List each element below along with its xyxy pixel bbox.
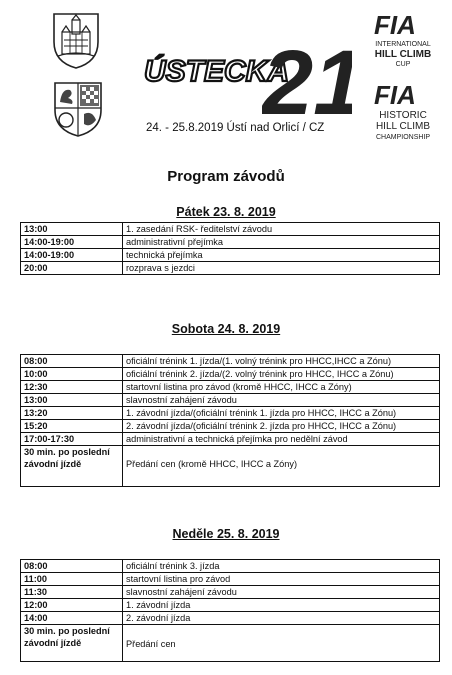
event-dates-location: 24. - 25.8.2019 Ústí nad Orlicí / CZ [146,122,325,134]
day-heading-sunday [0,527,452,541]
table-row [21,368,440,381]
event-cell: 1. závodní jízda/(oficiální trénink 1. jízda pro HHCC, IHCC a Zónu) [123,407,440,420]
time-cell: 13:00 [21,394,123,407]
event-cell: slavnostní zahájení závodu [123,586,440,599]
time-cell-line-2: závodní jízdě [24,638,82,648]
table-row [21,586,440,599]
fia-bottom-line-2: HILL CLIMB [375,121,431,132]
event-logo-number [262,28,352,124]
time-cell: 11:00 [21,573,123,586]
event-logo-text: ÚSTECKÁ [144,55,290,88]
table-row [21,446,440,487]
time-cell: 14:00-19:00 [21,236,123,249]
event-cell: 1. závodní jízda [123,599,440,612]
table-row [21,262,440,275]
event-cell [123,446,440,487]
time-cell: 10:00 [21,368,123,381]
fia-badge-text-2: FIA [374,80,416,110]
fia-top-line-2: HILL CLIMB [374,49,432,60]
event-cell: 2. závodní jízda/(oficiální trénink 2. jízda pro HHCC, IHCC a Zónu) [123,420,440,433]
schedule-table-sunday [20,559,440,662]
day-heading-saturday [0,322,452,336]
fia-top-line-3: CUP [395,61,411,68]
event-cell: startovní listina pro závod [123,573,440,586]
event-cell: slavnostní zahájení závodu [123,394,440,407]
time-cell: 14:00 [21,612,123,625]
table-row [21,394,440,407]
event-cell: administrativní a technická přejímka pro nedělní závod [123,433,440,446]
table-row [21,249,440,262]
day-heading-friday [0,205,452,219]
table-row [21,236,440,249]
table-row [21,355,440,368]
event-cell: oficiální trénink 3. jízda [123,560,440,573]
time-cell: 12:30 [21,381,123,394]
time-cell: 11:30 [21,586,123,599]
table-row [21,223,440,236]
time-cell: 14:00-19:00 [21,249,123,262]
town-crest-logo [50,10,102,70]
time-cell-line-1: 30 min. po poslední [24,626,110,636]
time-cell: 08:00 [21,560,123,573]
table-row [21,599,440,612]
fia-bottom-line-1: HISTORIC [379,110,427,121]
table-row [21,560,440,573]
day-heading-saturday-text: Sobota 24. 8. 2019 [171,322,281,336]
event-cell: oficiální trénink 2. jízda/(2. volný trénink pro HHCC, IHCC a Zónu) [123,368,440,381]
event-cell: 1. zasedání RSK- ředitelství závodu [123,223,440,236]
table-row [21,625,440,662]
time-cell-line-2: závodní jízdě [24,459,82,469]
time-cell: 13:00 [21,223,123,236]
schedule-table-saturday [20,354,440,487]
fia-badge-text: FIA [374,10,416,40]
day-heading-sunday-text: Neděle 25. 8. 2019 [172,527,280,541]
fia-ihcc-logo [370,8,436,74]
table-row [21,612,440,625]
time-cell: 13:20 [21,407,123,420]
event-cell: rozprava s jezdci [123,262,440,275]
event-logo-number-text: 2 [262,32,314,124]
table-row [21,381,440,394]
event-cell [123,625,440,662]
event-cell-text: Předání cen (kromě HHCC, IHCC a Zóny) [126,459,298,469]
table-row [21,407,440,420]
fia-hhcc-logo [370,78,436,148]
time-cell: 12:00 [21,599,123,612]
table-row [21,573,440,586]
region-crest-logo [52,80,104,138]
event-cell: oficiální trénink 1. jízda/(1. volný trénink pro HHCC,IHCC a Zónu) [123,355,440,368]
day-heading-friday-text: Pátek 23. 8. 2019 [176,205,276,219]
event-cell: administrativní přejímka [123,236,440,249]
event-cell: 2. závodní jízda [123,612,440,625]
schedule-table-friday [20,222,440,275]
table-row [21,420,440,433]
time-cell: 08:00 [21,355,123,368]
time-cell: 20:00 [21,262,123,275]
time-cell [21,625,123,662]
time-cell: 17:00-17:30 [21,433,123,446]
event-cell-text: Předání cen [126,639,176,649]
fia-bottom-line-3: CHAMPIONSHIP [375,134,431,141]
event-cell: startovní listina pro závod (kromě HHCC, IHCC a Zóny) [123,381,440,394]
time-cell-line-1: 30 min. po poslední [24,447,110,457]
table-row [21,433,440,446]
event-cell: technická přejímka [123,249,440,262]
time-cell [21,446,123,487]
page-title: Program závodů [167,168,285,185]
fia-top-line-1: INTERNATIONAL [375,41,431,48]
time-cell: 15:20 [21,420,123,433]
